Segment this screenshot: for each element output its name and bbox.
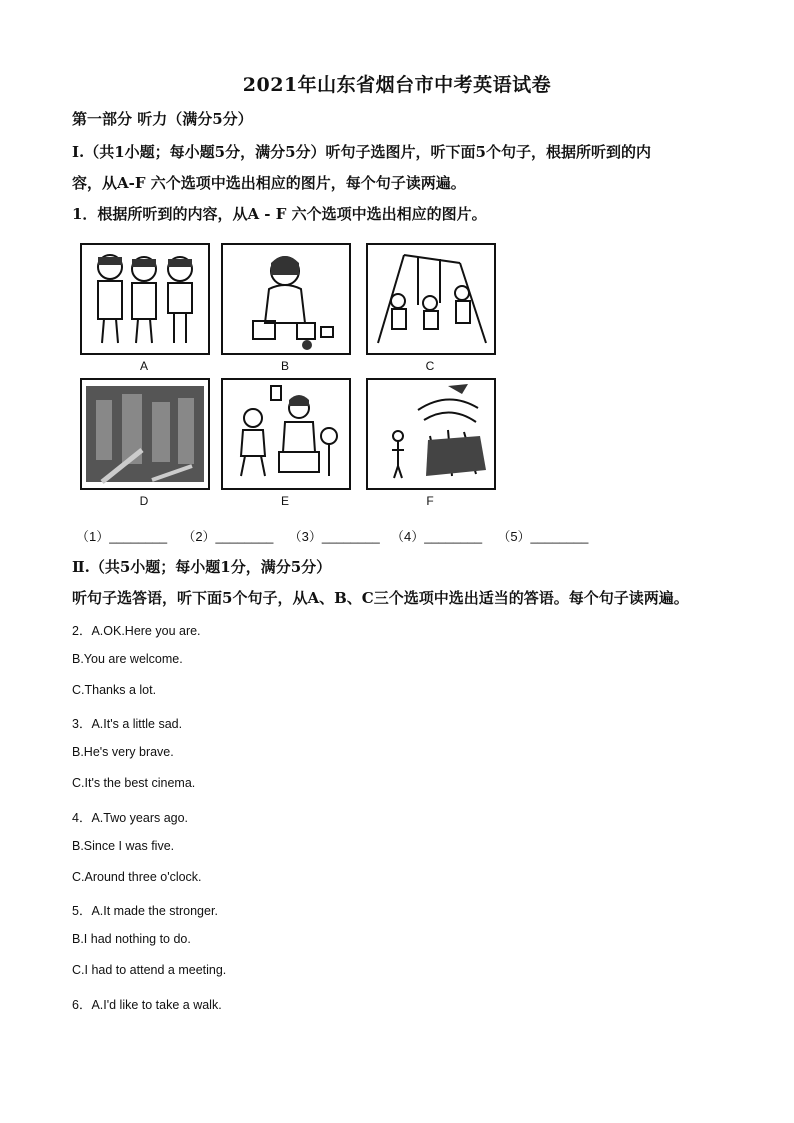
picture-label: E	[280, 494, 289, 508]
answer-blanks	[76, 526, 588, 545]
answer-blank-4[interactable]: （4）________	[390, 529, 483, 544]
family-living-room-icon	[223, 380, 349, 488]
answer-blank-5[interactable]: （5）________	[497, 529, 589, 544]
picture-label: A	[139, 359, 148, 373]
picture-f	[366, 378, 494, 508]
question-1: 1．根据所听到的内容，从A - F 六个选项中选出相应的图片。	[72, 205, 487, 223]
storm-damage-icon	[368, 380, 494, 488]
section1-instruction-line1: Ⅰ.（共1小题；每小题5分，满分5分）听句子选图片，听下面5个句子，根据所听到的内	[72, 143, 651, 161]
picture-c	[366, 243, 494, 373]
crowd-street-icon	[82, 380, 208, 488]
section2-heading: Ⅱ.（共5小题；每小题1分，满分5分）	[72, 558, 332, 576]
section1-instruction-line2: 容，从A-F 六个选项中选出相应的图片，每个句子读两遍。	[72, 174, 466, 192]
option-line: 3．A.It's a little sad.	[72, 717, 183, 731]
option-line: B.I had nothing to do.	[72, 932, 191, 946]
option-line: C.Thanks a lot.	[72, 683, 157, 697]
three-children-icon	[82, 245, 208, 353]
picture-d	[80, 378, 208, 508]
option-line: C.It's the best cinema.	[72, 776, 196, 790]
playground-swing-icon	[368, 245, 494, 353]
part1-heading: 第一部分 听力（满分5分）	[72, 110, 253, 128]
answer-blank-2[interactable]: （2）________	[182, 529, 274, 544]
picture-label: D	[139, 494, 149, 508]
picture-e	[221, 378, 349, 508]
answer-blank-1[interactable]: （1）________	[76, 529, 168, 544]
option-line: 6．A.I'd like to take a walk.	[72, 998, 222, 1012]
picture-label: F	[426, 494, 434, 508]
option-line: 2．A.OK.Here you are.	[72, 624, 201, 638]
option-line: B.You are welcome.	[72, 652, 183, 666]
answer-blank-3[interactable]: （3）________	[288, 529, 380, 544]
option-line: 5．A.It made the stronger.	[72, 904, 218, 918]
option-line: C.Around three o'clock.	[72, 870, 202, 884]
exam-title: 2021年山东省烟台市中考英语试卷	[242, 74, 552, 96]
option-line: 4．A.Two years ago.	[72, 811, 189, 825]
picture-b	[221, 243, 349, 373]
option-line: B.He's very brave.	[72, 745, 174, 759]
section2-instruction: 听句子选答语，听下面5个句子，从A、B、C三个选项中选出适当的答语。每个句子读两遍。	[72, 589, 689, 607]
picture-label: B	[280, 359, 289, 373]
picture-grid	[80, 243, 510, 513]
option-line: B.Since I was five.	[72, 839, 175, 853]
picture-label: C	[425, 359, 435, 373]
girl-with-gifts-icon	[223, 245, 349, 353]
option-line: C.I had to attend a meeting.	[72, 963, 227, 977]
picture-a	[80, 243, 208, 373]
